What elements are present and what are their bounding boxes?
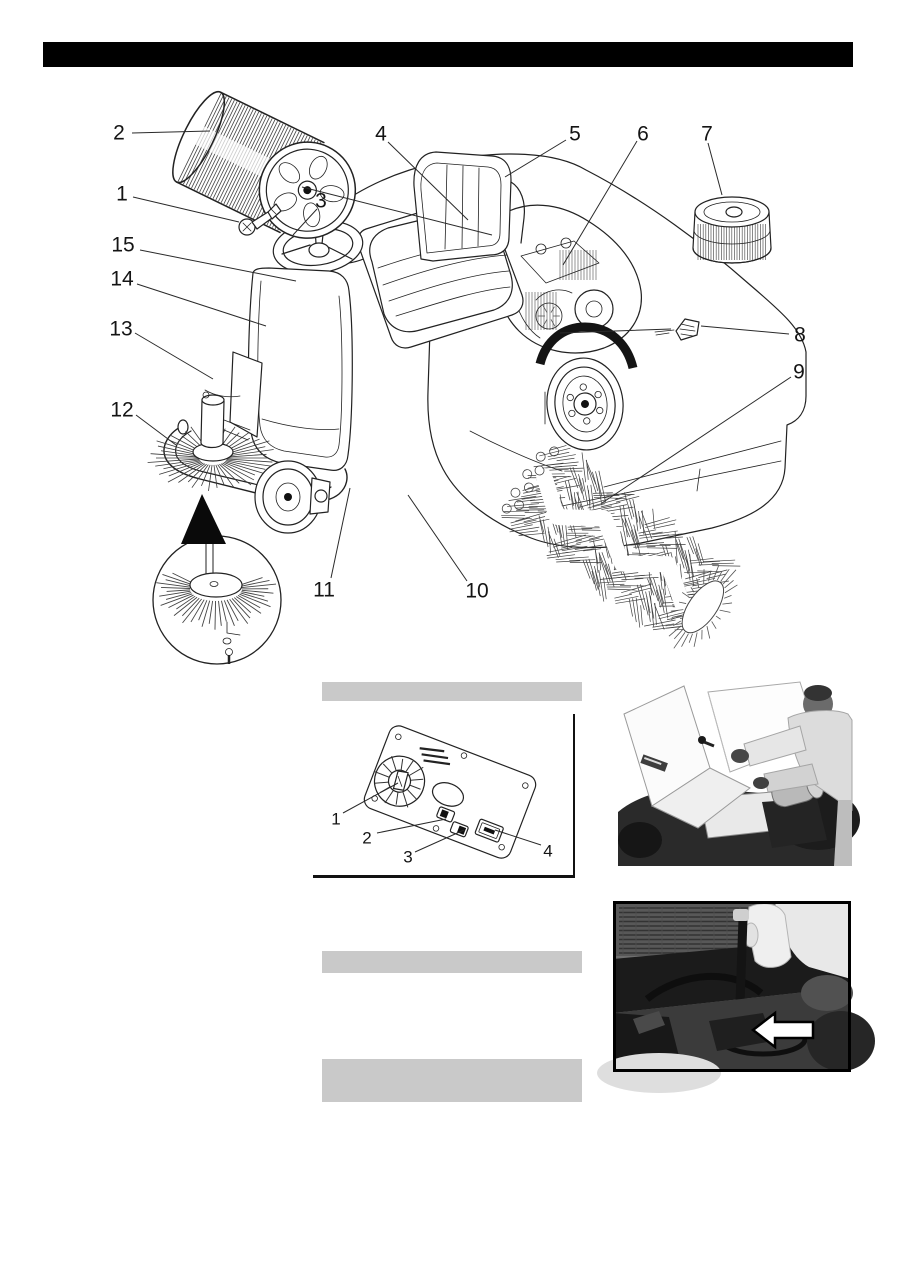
inset-callout-1: 1: [331, 809, 341, 829]
callout-4: 4: [375, 122, 387, 146]
inset-callout-4: 4: [543, 841, 553, 861]
section-heading-2: [322, 951, 582, 973]
inset-callout-2: 2: [362, 828, 372, 848]
inset-right-rule: [573, 714, 575, 876]
section-heading-3: [322, 1059, 582, 1102]
air-filter-part: [693, 197, 771, 263]
callout-15: 15: [111, 233, 135, 257]
callout-8: 8: [794, 323, 806, 347]
callout-14: 14: [110, 267, 134, 291]
callout-11: 11: [313, 578, 335, 602]
callout-6: 6: [637, 122, 649, 146]
title-bar: [43, 42, 853, 67]
callout-3: 3: [315, 189, 327, 213]
callout-2: 2: [113, 121, 125, 145]
callout-12: 12: [110, 398, 134, 422]
callout-9: 9: [793, 360, 805, 384]
arrow-up-triangle-icon: [181, 494, 226, 544]
callout-7: 7: [701, 122, 713, 146]
inset-bottom-rule: [313, 875, 575, 878]
front-cover-panel: [248, 268, 352, 470]
photo-opening-hood: [612, 680, 860, 866]
callout-13: 13: [109, 317, 133, 341]
photo-dipstick-arrow: [597, 901, 875, 1093]
callout-5: 5: [569, 122, 581, 146]
callout-10: 10: [465, 579, 489, 603]
front-wheel: [255, 461, 330, 533]
inset-callout-3: 3: [403, 847, 413, 867]
control-panel-diagram: [343, 723, 541, 861]
callout-1: 1: [116, 182, 128, 206]
exploded-diagram: [132, 86, 806, 666]
section-heading-control-panel: [322, 682, 582, 701]
